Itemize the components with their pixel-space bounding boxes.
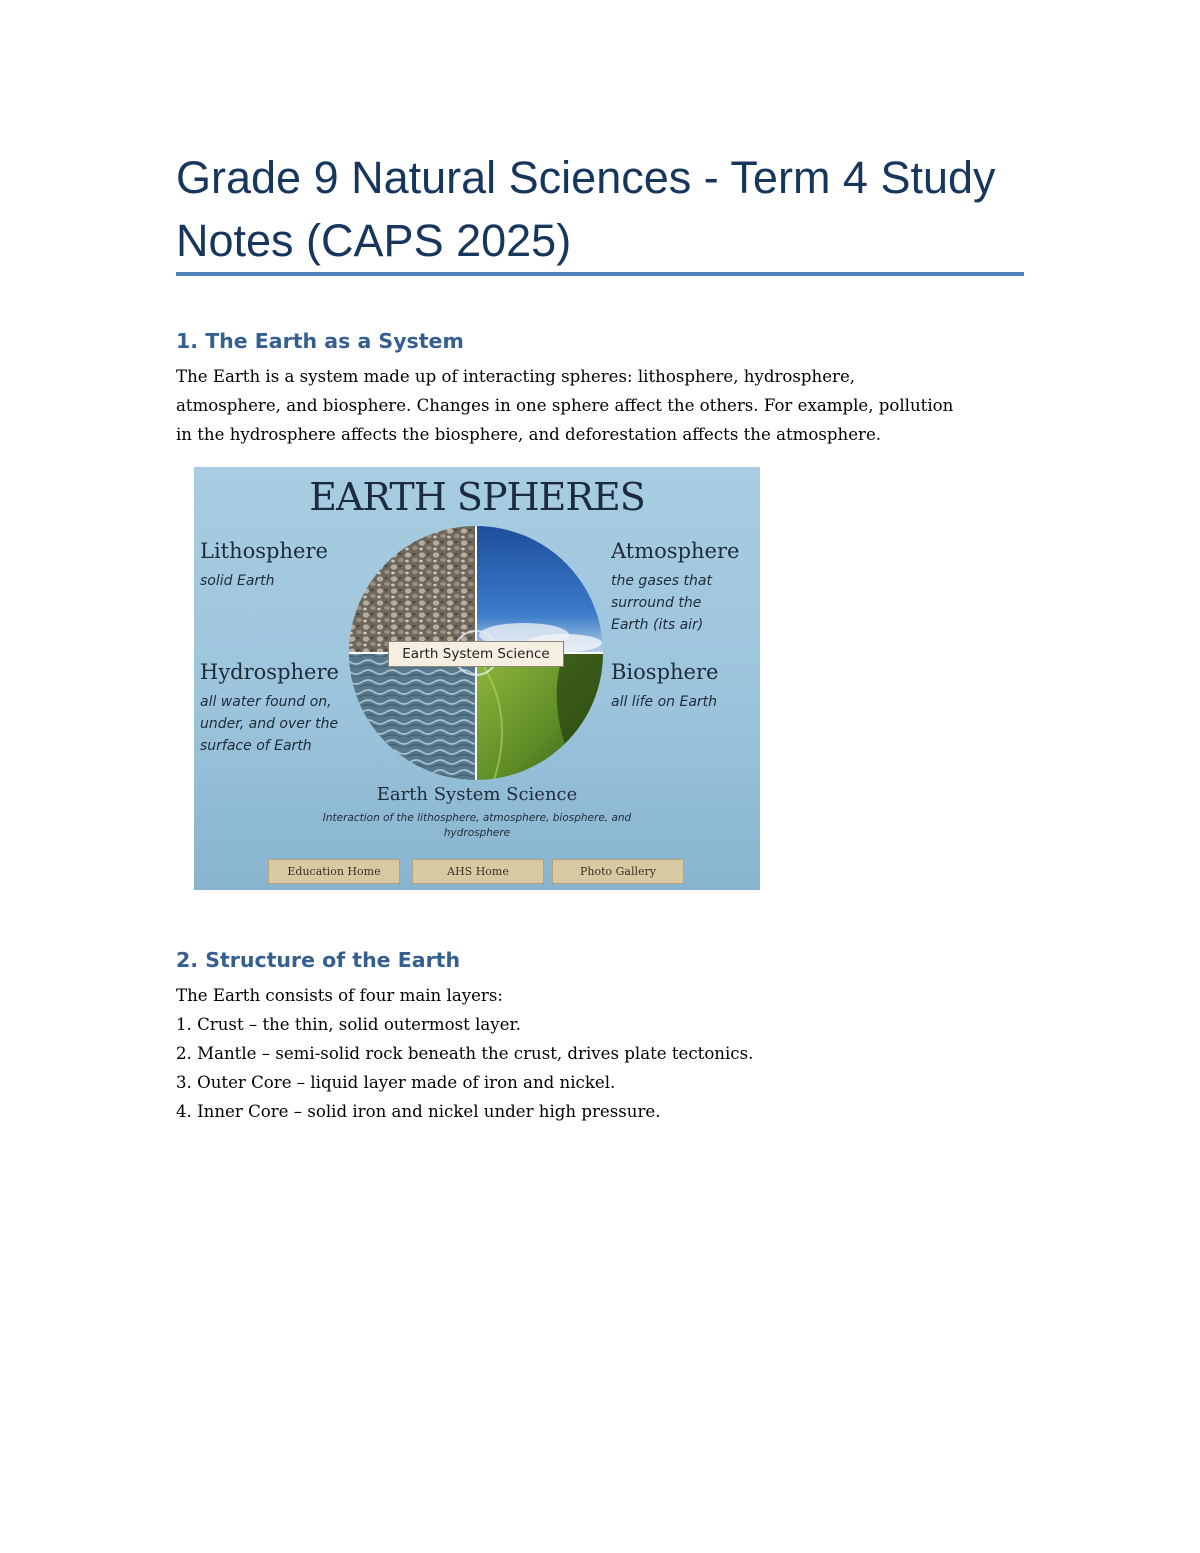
- earth-system-science-description: [194, 811, 760, 841]
- section-heading-earth-structure: 2. Structure of the Earth: [176, 948, 461, 972]
- list-item-outer-core: 3. Outer Core – liquid layer made of iron and nickel.: [176, 1073, 616, 1092]
- paragraph-line: in the hydrosphere affects the biosphere, and deforestation affects the atmosphere.: [176, 425, 882, 444]
- description-line: surface of Earth: [200, 738, 312, 754]
- description-line: all water found on,: [200, 694, 332, 710]
- title-underline: [176, 272, 1024, 276]
- description-line: under, and over the: [200, 716, 339, 732]
- section-paragraph-earth-structure: [176, 981, 1036, 1126]
- paragraph-line: atmosphere, and biosphere. Changes in one sphere affect the others. For example, pollution: [176, 396, 954, 415]
- list-item-inner-core: 4. Inner Core – solid iron and nickel under high pressure.: [176, 1102, 661, 1121]
- lithosphere-description: [200, 570, 275, 592]
- description-line: Earth (its air): [611, 617, 704, 633]
- description-line: all life on Earth: [611, 694, 718, 710]
- atmosphere-description: [611, 570, 712, 636]
- hydrosphere-description: [200, 691, 338, 757]
- photo-gallery-button[interactable]: Photo Gallery: [552, 859, 684, 884]
- description-line: solid Earth: [200, 573, 275, 589]
- lithosphere-label: Lithosphere: [200, 539, 328, 563]
- biosphere-description: [611, 691, 717, 713]
- document-title: Grade 9 Natural Sciences - Term 4 Study Notes (CAPS 2025): [176, 152, 996, 266]
- education-home-button[interactable]: Education Home: [268, 859, 400, 884]
- biosphere-label: Biosphere: [611, 660, 719, 684]
- description-line: surround the: [611, 595, 702, 611]
- hydrosphere-label: Hydrosphere: [200, 660, 339, 684]
- atmosphere-label: Atmosphere: [611, 539, 740, 563]
- ahs-home-button[interactable]: AHS Home: [412, 859, 544, 884]
- section-paragraph-earth-system: [176, 362, 1036, 449]
- description-line: Interaction of the lithosphere, atmosphere, biosphere, and: [322, 812, 632, 824]
- section-heading-earth-system: 1. The Earth as a System: [176, 329, 464, 353]
- description-line: the gases that: [611, 573, 712, 589]
- list-item-crust: 1. Crust – the thin, solid outermost layer.: [176, 1015, 521, 1034]
- earth-system-science-center-label: Earth System Science: [388, 641, 564, 667]
- paragraph-line: The Earth is a system made up of interacting spheres: lithosphere, hydrosphere,: [176, 367, 856, 386]
- paragraph-line: The Earth consists of four main layers:: [176, 986, 503, 1005]
- earth-system-science-title: Earth System Science: [376, 784, 578, 805]
- list-item-mantle: 2. Mantle – semi-solid rock beneath the crust, drives plate tectonics.: [176, 1044, 754, 1063]
- earth-spheres-figure: [194, 467, 760, 890]
- figure-title: EARTH SPHERES: [309, 475, 645, 519]
- description-line: hydrosphere: [443, 827, 511, 839]
